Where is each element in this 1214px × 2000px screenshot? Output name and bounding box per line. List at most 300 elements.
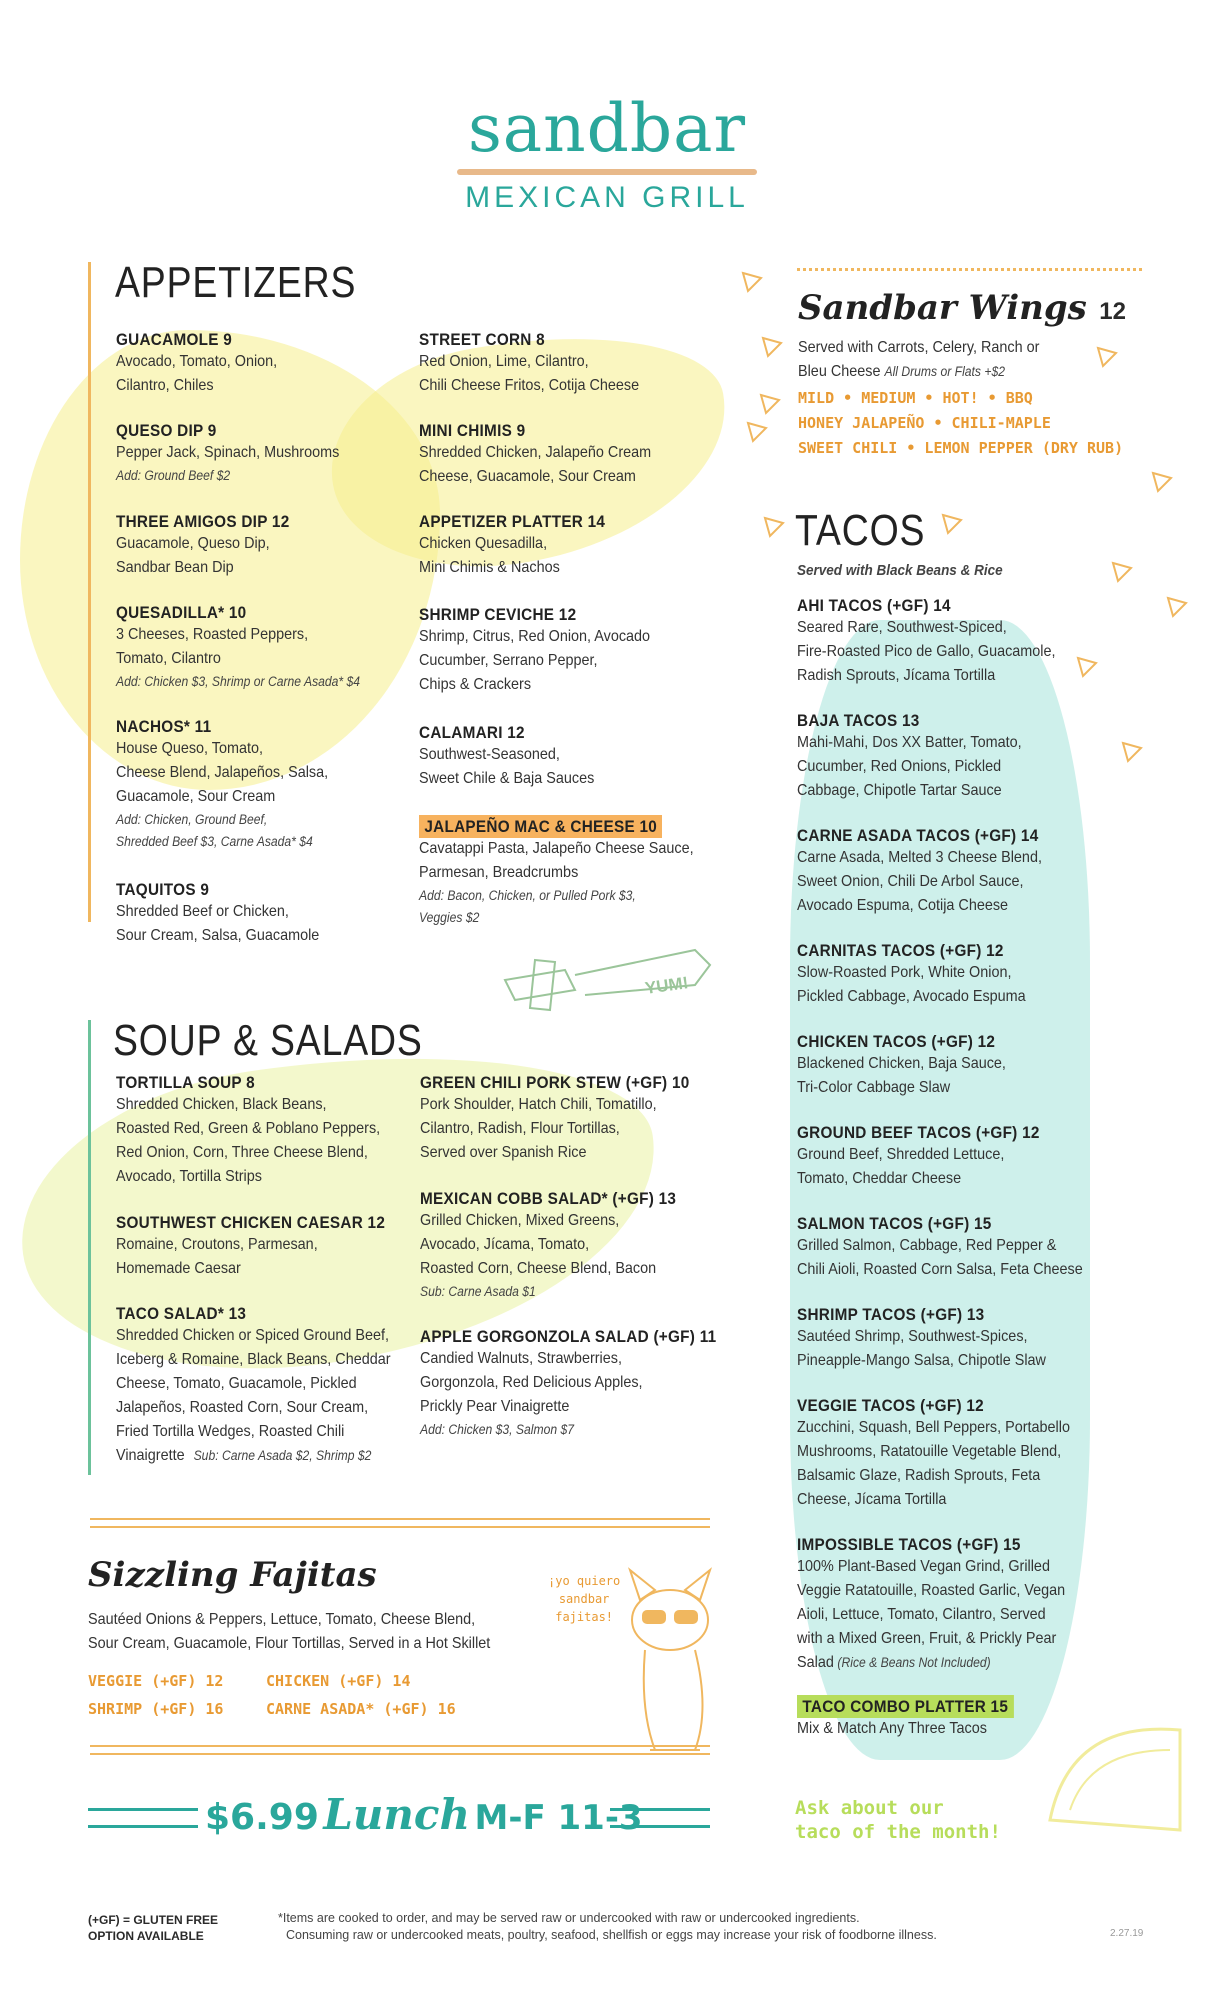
menu-item-name-text: APPLE GORGONZOLA SALAD (+GF) 11 [420, 1327, 717, 1346]
menu-item-desc-text: Carne Asada, Melted 3 Cheese Blend, [797, 849, 1042, 866]
menu-item [419, 605, 676, 697]
menu-item [797, 711, 1047, 803]
menu-item [797, 1123, 1067, 1191]
logo-underline [457, 169, 757, 175]
menu-item-name [419, 421, 651, 441]
menu-item-desc-text: Avocado, Tomato, Onion, [116, 353, 278, 370]
menu-item-desc [797, 1234, 1083, 1258]
menu-item-desc [116, 1117, 380, 1141]
menu-item-name-text: TORTILLA SOUP 8 [116, 1073, 255, 1092]
menu-item-desc [116, 1233, 385, 1257]
menu-item-addon: Veggies $2 [419, 910, 480, 925]
menu-item-desc [797, 1258, 1083, 1282]
appetizers-title: APPETIZERS [115, 258, 357, 307]
menu-item-desc [797, 1052, 1006, 1076]
menu-item-desc [116, 1372, 391, 1396]
wings-desc-line: Served with Carrots, Celery, Ranch or [798, 339, 1040, 356]
menu-item [116, 330, 295, 398]
menu-item-desc [797, 1143, 1040, 1167]
menu-item-name-text: IMPOSSIBLE TACOS (+GF) 15 [797, 1535, 1021, 1554]
menu-item-desc [116, 761, 328, 785]
menu-date: 2.27.19 [1110, 1928, 1144, 1939]
menu-item-desc [797, 961, 1026, 985]
menu-item-desc [797, 1603, 1065, 1627]
menu-item-desc-text: Homemade Caesar [116, 1260, 241, 1277]
menu-item-desc [420, 1093, 690, 1117]
menu-item-name [116, 603, 360, 623]
menu-item-desc-text: Pineapple-Mango Salsa, Chipotle Slaw [797, 1352, 1046, 1369]
menu-item-desc-text: Ground Beef, Shredded Lettuce, [797, 1146, 1005, 1163]
fajitas-top-wave [90, 1518, 710, 1528]
menu-item-name [116, 1073, 380, 1093]
menu-item-desc-text: Cilantro, Radish, Flour Tortillas, [420, 1120, 620, 1137]
menu-item-name-text: CHICKEN TACOS (+GF) 12 [797, 1032, 996, 1051]
dog-note-line: fajitas! [555, 1610, 614, 1624]
menu-item-desc [419, 649, 650, 673]
menu-item-name [116, 512, 289, 532]
menu-item-desc-text: Slow-Roasted Pork, White Onion, [797, 964, 1012, 981]
menu-item-name [420, 1189, 676, 1209]
wings-title: Sandbar Wings [798, 288, 1087, 328]
menu-item-name-text: STREET CORN 8 [419, 330, 545, 349]
tacos-title: TACOS [795, 506, 926, 555]
menu-item-name [419, 605, 650, 625]
menu-item-name-text: QUESADILLA* 10 [116, 603, 247, 622]
tacos-subtitle: Served with Black Beans & Rice [797, 562, 1003, 579]
lunch-banner [205, 1790, 643, 1839]
menu-item-desc [797, 1440, 1070, 1464]
menu-item-desc [419, 625, 650, 649]
triangle-icon [1075, 655, 1099, 679]
menu-item-desc-text: Red Onion, Lime, Cilantro, [419, 353, 589, 370]
menu-item [420, 1189, 705, 1303]
fajitas-title: Sizzling Fajitas [88, 1555, 377, 1595]
menu-item-desc-text: Aioli, Lettuce, Tomato, Cilantro, Served [797, 1606, 1046, 1623]
menu-item [116, 717, 352, 853]
menu-item-desc-text: Radish Sprouts, Jícama Tortilla [797, 667, 996, 684]
gf-legend-line: OPTION AVAILABLE [88, 1929, 204, 1943]
menu-item [797, 826, 1069, 918]
menu-item-desc-text: Cheese, Guacamole, Sour Cream [419, 468, 636, 485]
menu-item-name-text: CARNITAS TACOS (+GF) 12 [797, 941, 1004, 960]
menu-item-desc [797, 1488, 1070, 1512]
menu-item-desc [419, 861, 694, 885]
menu-item-desc [116, 785, 328, 809]
menu-item-name-text: GUACAMOLE 9 [116, 330, 233, 349]
menu-item-name [797, 711, 1022, 731]
menu-item-desc-text: Cheese, Jícama Tortilla [797, 1491, 947, 1508]
menu-item [419, 330, 664, 398]
menu-item-desc [797, 870, 1042, 894]
taco-of-the-month [795, 1796, 1001, 1844]
menu-item-addon: Shredded Beef $3, Carne Asada* $4 [116, 834, 313, 849]
menu-item-desc [116, 556, 289, 580]
menu-item-name [797, 1535, 1065, 1555]
menu-item-desc [116, 1093, 380, 1117]
menu-item-desc-text: Mahi-Mahi, Dos XX Batter, Tomato, [797, 734, 1022, 751]
wings-flavor-line: SWEET CHILI • LEMON PEPPER (DRY RUB) [798, 439, 1124, 457]
triangle-icon [1165, 595, 1189, 619]
menu-item-desc-text: Blackened Chicken, Baja Sauce, [797, 1055, 1006, 1072]
menu-item-desc-text: Sweet Onion, Chili De Arbol Sauce, [797, 873, 1024, 890]
menu-item-name [797, 1305, 1046, 1325]
menu-item-desc-text: 100% Plant-Based Vegan Grind, Grilled [797, 1558, 1050, 1575]
menu-item-desc [419, 441, 651, 465]
menu-item-desc-text: Grilled Chicken, Mixed Greens, [420, 1212, 620, 1229]
menu-item-desc [116, 1257, 385, 1281]
menu-item-desc [797, 731, 1022, 755]
menu-item-name-text: SALMON TACOS (+GF) 15 [797, 1214, 992, 1233]
menu-item-desc-text: Shredded Beef or Chicken, [116, 903, 289, 920]
menu-item-addon: Add: Bacon, Chicken, or Pulled Pork $3, [419, 888, 636, 903]
lunch-word: Lunch [323, 1790, 471, 1839]
menu-item-desc-text: Roasted Red, Green & Poblano Peppers, [116, 1120, 381, 1137]
menu-item-desc [797, 1717, 1014, 1741]
wings-desc-line: Bleu Cheese [798, 363, 881, 380]
menu-item [420, 1073, 719, 1165]
menu-item-desc [797, 779, 1022, 803]
menu-item-desc-text: Cilantro, Chiles [116, 377, 214, 394]
menu-item-desc-text: Chips & Crackers [419, 676, 532, 693]
menu-item-name-text: GROUND BEEF TACOS (+GF) 12 [797, 1123, 1040, 1142]
menu-item-desc [419, 350, 639, 374]
menu-item-desc [797, 1464, 1070, 1488]
menu-item-desc-text: Guacamole, Sour Cream [116, 788, 276, 805]
menu-item-name [797, 1123, 1040, 1143]
menu-item-desc-text: 3 Cheeses, Roasted Peppers, [116, 626, 309, 643]
menu-item-desc [797, 1627, 1065, 1651]
menu-item-desc-text: Jalapeños, Roasted Corn, Sour Cream, [116, 1399, 369, 1416]
logo-subtitle: MEXICAN GRILL [465, 181, 749, 214]
menu-item-desc [116, 1396, 391, 1420]
menu-item-desc-text: Romaine, Croutons, Parmesan, [116, 1236, 318, 1253]
menu-item-desc [420, 1209, 676, 1233]
menu-item-desc [797, 664, 1056, 688]
menu-item-desc [116, 1444, 391, 1468]
triangle-icon [758, 392, 782, 416]
menu-item-desc-text: Sour Cream, Salsa, Guacamole [116, 927, 320, 944]
menu-item-name [116, 1304, 391, 1324]
menu-item-desc-text: Fried Tortilla Wedges, Roasted Chili [116, 1423, 345, 1440]
menu-item-desc [116, 1420, 391, 1444]
menu-item-desc [797, 985, 1026, 1009]
logo-wordmark: sandbar [467, 90, 747, 167]
menu-item-desc-text: Avocado, Jícama, Tomato, [420, 1236, 590, 1253]
menu-item-desc-text: Tri-Color Cabbage Slaw [797, 1079, 951, 1096]
menu-item-desc-text: House Queso, Tomato, [116, 740, 264, 757]
fajita-chicken: CHICKEN (+GF) 14 [266, 1672, 411, 1690]
menu-item-desc [419, 767, 594, 791]
menu-item-desc-text: Cheese Blend, Jalapeños, Salsa, [116, 764, 329, 781]
menu-item-desc-text: Cheese, Tomato, Guacamole, Pickled [116, 1375, 357, 1392]
menu-item-desc [797, 640, 1056, 664]
fajita-carne-asada: CARNE ASADA* (+GF) 16 [266, 1700, 456, 1718]
menu-item-desc [116, 1324, 391, 1348]
menu-item-name-text: GREEN CHILI PORK STEW (+GF) 10 [420, 1073, 690, 1092]
menu-item-name [797, 1697, 1014, 1717]
menu-item-name-text: THREE AMIGOS DIP 12 [116, 512, 290, 531]
menu-item-name-text: MINI CHIMIS 9 [419, 421, 526, 440]
menu-item-sub: Sub: Carne Asada $2, Shrimp $2 [193, 1448, 372, 1463]
yum-plane [495, 930, 715, 1020]
menu-item [797, 1032, 1029, 1100]
menu-item-desc [420, 1141, 690, 1165]
menu-item-desc-text: Mushrooms, Ratatouille Vegetable Blend, [797, 1443, 1062, 1460]
fajita-veggie: VEGGIE (+GF) 12 [88, 1672, 224, 1690]
menu-item-name [116, 880, 319, 900]
menu-item-desc-text: Avocado, Tortilla Strips [116, 1168, 262, 1185]
menu-item-name-text: APPETIZER PLATTER 14 [419, 512, 606, 531]
menu-item-desc-text: Served over Spanish Rice [420, 1144, 587, 1161]
disclaimer-line: *Items are cooked to order, and may be served raw or undercooked with raw or undercooked ingredients. [278, 1911, 860, 1925]
menu-item [116, 1073, 410, 1189]
menu-item-desc [420, 1395, 716, 1419]
menu-item-desc [797, 1651, 1065, 1675]
menu-item-desc-text: Chili Cheese Fritos, Cotija Cheese [419, 377, 640, 394]
menu-item-desc-text: Shredded Chicken, Black Beans, [116, 1096, 327, 1113]
taco-month-line: Ask about our [795, 1797, 944, 1819]
menu-item-desc-text: Tomato, Cilantro [116, 650, 221, 667]
menu-item-name-text: VEGGIE TACOS (+GF) 12 [797, 1396, 984, 1415]
menu-item-desc-text: Iceberg & Romaine, Black Beans, Cheddar [116, 1351, 391, 1368]
menu-item-desc [116, 900, 319, 924]
wings-dotted-line [797, 268, 1142, 271]
menu-item-desc-text: with a Mixed Green, Fruit, & Prickly Pear [797, 1630, 1057, 1647]
menu-item [419, 723, 614, 791]
soups-bar [88, 1020, 91, 1475]
bulldog-illustration [600, 1560, 740, 1760]
menu-item-desc [797, 894, 1042, 918]
taco-illustration [1030, 1700, 1190, 1850]
menu-item-desc [116, 924, 319, 948]
menu-item-name [116, 1213, 385, 1233]
triangle-icon [1095, 345, 1119, 369]
triangle-icon [940, 512, 964, 536]
wings-flavor-line: MILD • MEDIUM • HOT! • BBQ [798, 389, 1033, 407]
menu-item-desc-text: Balsamic Glaze, Radish Sprouts, Feta [797, 1467, 1041, 1484]
menu-item-desc [797, 1416, 1070, 1440]
menu-item [797, 596, 1084, 688]
appetizers-bar [88, 262, 91, 922]
menu-item-desc [419, 837, 694, 861]
menu-item-name [116, 330, 277, 350]
menu-item-desc [419, 374, 639, 398]
menu-item [797, 1535, 1095, 1675]
menu-item-desc [420, 1371, 716, 1395]
menu-item-addon: Add: Chicken $3, Shrimp or Carne Asada* $4 [116, 674, 361, 689]
menu-item-name-text: TAQUITOS 9 [116, 880, 210, 899]
gf-legend [88, 1912, 218, 1944]
menu-item [797, 1697, 1038, 1741]
menu-item [797, 1396, 1100, 1512]
menu-item-desc [797, 1325, 1046, 1349]
wings-description [798, 336, 1066, 384]
menu-item-addon: Sub: Carne Asada $1 [420, 1284, 536, 1299]
menu-item-desc-text: Roasted Corn, Cheese Blend, Bacon [420, 1260, 657, 1277]
menu-item-desc [419, 673, 650, 697]
taco-month-line: taco of the month! [795, 1821, 1001, 1843]
wings-heading [798, 288, 1126, 328]
menu-item-name-text: MEXICAN COBB SALAD* (+GF) 13 [420, 1189, 677, 1208]
wings-price: 12 [1099, 298, 1126, 325]
menu-item-desc [797, 1349, 1046, 1373]
menu-item [419, 512, 626, 580]
disclaimer-line: Consuming raw or undercooked meats, poultry, seafood, shellfish or eggs may increase your risk of foodborne illness. [286, 1928, 937, 1942]
menu-item-desc-text: Shredded Chicken or Spiced Ground Beef, [116, 1327, 389, 1344]
menu-item-desc-text: Pickled Cabbage, Avocado Espuma [797, 988, 1026, 1005]
menu-item-name [797, 1396, 1070, 1416]
menu-item-desc-text: Sandbar Bean Dip [116, 559, 234, 576]
menu-item-desc-text: Cavatappi Pasta, Jalapeño Cheese Sauce, [419, 840, 694, 857]
menu-item [797, 1305, 1074, 1373]
menu-item [116, 603, 387, 693]
menu-item-desc [116, 1165, 380, 1189]
menu-item-desc [797, 1167, 1040, 1191]
menu-item-desc [419, 465, 651, 489]
menu-item-desc [797, 1076, 1006, 1100]
dog-note-line: sandbar [558, 1592, 610, 1606]
menu-item-desc-text: Cabbage, Chipotle Tartar Sauce [797, 782, 1002, 799]
menu-item-desc-text: Mini Chimis & Nachos [419, 559, 560, 576]
wings-flavor-line: HONEY JALAPEÑO • CHILI-MAPLE [798, 414, 1051, 432]
menu-item-desc-text: Cucumber, Serrano Pepper, [419, 652, 598, 669]
menu-item-desc [420, 1257, 676, 1281]
menu-item-desc [420, 1233, 676, 1257]
menu-item-desc-text: Grilled Salmon, Cabbage, Red Pepper & [797, 1237, 1057, 1254]
menu-item-name [797, 826, 1042, 846]
menu-item-desc-text: Chili Aioli, Roasted Corn Salsa, Feta Cheese [797, 1261, 1083, 1278]
menu-item-name [797, 596, 1056, 616]
menu-item-desc [419, 743, 594, 767]
disclaimer [278, 1910, 937, 1944]
menu-item-desc [116, 374, 277, 398]
menu-item [116, 512, 309, 580]
wings-note: All Drums or Flats +$2 [884, 364, 1005, 379]
triangle-icon [1120, 740, 1144, 764]
menu-item-desc [116, 1141, 380, 1165]
menu-item-desc-text: Cucumber, Red Onions, Pickled [797, 758, 1002, 775]
menu-item-desc-text: Fire-Roasted Pico de Gallo, Guacamole, [797, 643, 1056, 660]
menu-item-name-text: JALAPEÑO MAC & CHEESE 10 [419, 815, 662, 838]
menu-item-desc [420, 1347, 716, 1371]
menu-item-name [419, 512, 605, 532]
menu-item-name-text: TACO COMBO PLATTER 15 [797, 1695, 1014, 1718]
menu-item-name [419, 330, 639, 350]
menu-item-name [797, 1214, 1083, 1234]
menu-item-desc-text: Mix & Match Any Three Tacos [797, 1720, 987, 1737]
menu-item-desc-text: Veggie Ratatouille, Roasted Garlic, Vegan [797, 1582, 1066, 1599]
menu-item-desc-text: Zucchini, Squash, Bell Peppers, Portabello [797, 1419, 1070, 1436]
menu-item-name [116, 421, 339, 441]
menu-item-desc [116, 532, 289, 556]
menu-item-desc-text: Southwest-Seasoned, [419, 746, 560, 763]
menu-item-desc [420, 1117, 690, 1141]
menu-item-name-text: NACHOS* 11 [116, 717, 212, 736]
gf-legend-line: (+GF) = GLUTEN FREE [88, 1913, 219, 1927]
menu-item-desc [116, 623, 360, 647]
menu-item-desc [419, 532, 605, 556]
fajitas-description [88, 1608, 535, 1656]
menu-item-desc-text: Pork Shoulder, Hatch Chili, Tomatillo, [420, 1096, 657, 1113]
menu-item [116, 1213, 415, 1281]
menu-item-name-text: SOUTHWEST CHICKEN CAESAR 12 [116, 1213, 386, 1232]
menu-item-name-text: CARNE ASADA TACOS (+GF) 14 [797, 826, 1039, 845]
fajitas-desc-line: Sour Cream, Guacamole, Flour Tortillas, Served in a Hot Skillet [88, 1635, 491, 1652]
menu-item-desc-text: Guacamole, Queso Dip, [116, 535, 270, 552]
menu-item [116, 421, 364, 487]
triangle-icon [740, 270, 764, 294]
menu-item-addon: Add: Chicken, Ground Beef, [116, 812, 268, 827]
menu-item-name [797, 1032, 1006, 1052]
taco-icon [1030, 1700, 1190, 1850]
menu-item-name [116, 717, 328, 737]
menu-item-name [420, 1073, 690, 1093]
triangle-icon [760, 335, 784, 359]
menu-item-name-text: SHRIMP TACOS (+GF) 13 [797, 1305, 985, 1324]
menu-item-desc-text: Tomato, Cheddar Cheese [797, 1170, 962, 1187]
triangle-icon [762, 515, 786, 539]
menu-item-desc-text: Vinaigrette [116, 1447, 185, 1464]
menu-item [116, 880, 342, 948]
menu-item-desc-text: Gorgonzola, Red Delicious Apples, [420, 1374, 643, 1391]
menu-item-desc [797, 616, 1056, 640]
menu-item-name-text: SHRIMP CEVICHE 12 [419, 605, 577, 624]
menu-item-desc-text: Sautéed Shrimp, Southwest-Spices, [797, 1328, 1028, 1345]
menu-item-desc-text: Prickly Pear Vinaigrette [420, 1398, 570, 1415]
menu-item-name-text: BAJA TACOS 13 [797, 711, 920, 730]
fajitas-desc-line: Sautéed Onions & Peppers, Lettuce, Tomato, Cheese Blend, [88, 1611, 476, 1628]
logo [0, 90, 1214, 215]
menu-item [420, 1327, 749, 1441]
menu-item-name [419, 817, 694, 837]
menu-item-desc-text: Seared Rare, Southwest-Spiced, [797, 619, 1007, 636]
yum-label: YUM! [643, 973, 690, 998]
menu-item [116, 1304, 421, 1468]
menu-item-desc-text: Parmesan, Breadcrumbs [419, 864, 579, 881]
menu-item-desc [797, 755, 1022, 779]
menu-item-name [797, 941, 1026, 961]
lunch-line-left [88, 1808, 198, 1828]
menu-item-desc-text: Red Onion, Corn, Three Cheese Blend, [116, 1144, 368, 1161]
lunch-price: $6.99 [205, 1797, 319, 1838]
menu-item-desc [419, 556, 605, 580]
menu-item-desc [797, 1579, 1065, 1603]
menu-item-desc [116, 647, 360, 671]
menu-item-desc [797, 1555, 1065, 1579]
menu-item [419, 421, 677, 489]
menu-item-name-text: TACO SALAD* 13 [116, 1304, 247, 1323]
menu-item-desc-text: Pepper Jack, Spinach, Mushrooms [116, 444, 340, 461]
dog-icon [600, 1560, 740, 1760]
dog-note-line: ¡yo quiero [548, 1574, 621, 1588]
lunch-time: M-F 11-3 [474, 1798, 643, 1838]
triangle-icon [1110, 560, 1134, 584]
menu-item-desc [116, 737, 328, 761]
menu-item-addon: Add: Ground Beef $2 [116, 468, 231, 483]
menu-item-name [419, 723, 594, 743]
wings-flavors [798, 386, 1123, 461]
triangle-icon [745, 420, 769, 444]
menu-item-desc-text: Chicken Quesadilla, [419, 535, 548, 552]
menu-item-desc [116, 1348, 391, 1372]
menu-item-desc-text: Avocado Espuma, Cotija Cheese [797, 897, 1009, 914]
menu-item-desc [116, 441, 339, 465]
menu-item-desc [797, 846, 1042, 870]
menu-item-name [420, 1327, 716, 1347]
menu-item-desc-text: Candied Walnuts, Strawberries, [420, 1350, 622, 1367]
menu-item-desc-text: Salad [797, 1654, 834, 1671]
menu-item-desc [116, 350, 277, 374]
